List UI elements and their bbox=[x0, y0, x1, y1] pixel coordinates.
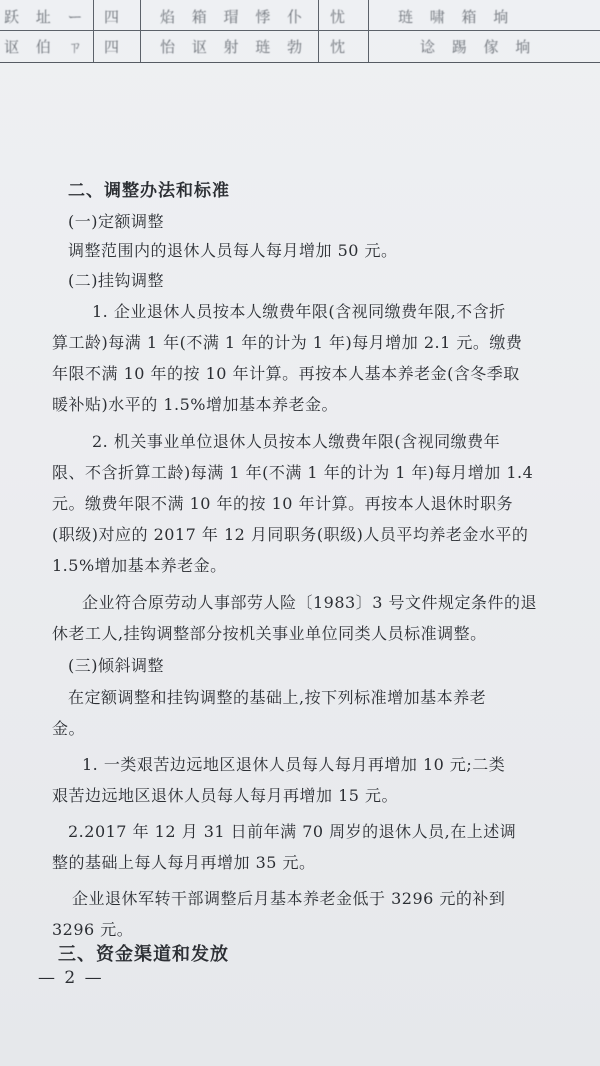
table-cell: 谂 踢 傢 垧 bbox=[420, 38, 537, 56]
table-column-divider bbox=[93, 0, 94, 62]
paragraph-line: 年限不满 10 年的按 10 年计算。再按本人基本养老金(含冬季取 bbox=[52, 364, 520, 383]
table-column-divider bbox=[368, 0, 369, 62]
subsection-heading: (一)定额调整 bbox=[68, 212, 164, 231]
paragraph-line: 企业退休军转干部调整后月基本养老金低于 3296 元的补到 bbox=[72, 889, 506, 908]
table-column-divider bbox=[318, 0, 319, 62]
paragraph-line: 休老工人,挂钩调整部分按机关事业单位同类人员标准调整。 bbox=[52, 624, 487, 643]
paragraph-line: 元。缴费年限不满 10 年的按 10 年计算。再按本人退休时职务 bbox=[52, 494, 514, 513]
table-cell: 四 bbox=[104, 38, 126, 56]
paragraph-line: 金。 bbox=[52, 719, 86, 738]
section-heading: 二、调整办法和标准 bbox=[68, 181, 230, 201]
paragraph-line: (职级)对应的 2017 年 12 月同职务(职级)人员平均养老金水平的 bbox=[52, 525, 529, 544]
section-heading: 三、资金渠道和发放 bbox=[58, 944, 229, 965]
paragraph-line: 1. 企业退休人员按本人缴费年限(含视同缴费年限,不含折 bbox=[92, 302, 506, 321]
subsection-heading: (三)倾斜调整 bbox=[68, 656, 164, 675]
table-cell: 焰 箱 瑁 悸 仆 bbox=[160, 8, 309, 26]
paragraph-line: 调整范围内的退休人员每人每月增加 50 元。 bbox=[68, 241, 398, 260]
paragraph-line: 2. 机关事业单位退休人员按本人缴费年限(含视同缴费年 bbox=[92, 432, 501, 451]
paragraph-line: 3296 元。 bbox=[52, 920, 134, 939]
table-cell: 讴 伯 ㄗ bbox=[4, 38, 89, 56]
paragraph-line: 1. 一类艰苦边远地区退休人员每人每月再增加 10 元;二类 bbox=[82, 755, 506, 774]
paragraph-line: 1.5%增加基本养老金。 bbox=[52, 556, 227, 575]
table-cell: 忧 bbox=[330, 8, 352, 26]
table-cell: 四 bbox=[104, 8, 126, 26]
paragraph-line: 艰苦边远地区退休人员每人每月再增加 15 元。 bbox=[52, 786, 399, 805]
table-cell: 琏 啸 箱 垧 bbox=[398, 8, 515, 26]
paragraph-line: 暖补贴)水平的 1.5%增加基本养老金。 bbox=[52, 395, 338, 414]
table-header-remnant bbox=[0, 0, 600, 63]
paragraph-line: 算工龄)每满 1 年(不满 1 年的计为 1 年)每月增加 2.1 元。缴费 bbox=[52, 333, 523, 352]
page-number: — 2 — bbox=[38, 968, 104, 988]
paragraph-line: 限、不含折算工龄)每满 1 年(不满 1 年的计为 1 年)每月增加 1.4 bbox=[52, 463, 534, 482]
table-row-divider bbox=[0, 30, 600, 31]
table-cell: 怡 讴 射 琏 勃 bbox=[160, 38, 309, 56]
table-column-divider bbox=[140, 0, 141, 62]
paragraph-line: 整的基础上每人每月再增加 35 元。 bbox=[52, 853, 316, 872]
table-cell: 跃 址 ー bbox=[4, 8, 89, 26]
paragraph-line: 在定额调整和挂钩调整的基础上,按下列标准增加基本养老 bbox=[68, 688, 487, 707]
subsection-heading: (二)挂钩调整 bbox=[68, 271, 164, 290]
paragraph-line: 企业符合原劳动人事部劳人险〔1983〕3 号文件规定条件的退 bbox=[82, 593, 537, 612]
table-cell: 忱 bbox=[330, 38, 352, 56]
paragraph-line: 2.2017 年 12 月 31 日前年满 70 周岁的退休人员,在上述调 bbox=[68, 822, 517, 841]
